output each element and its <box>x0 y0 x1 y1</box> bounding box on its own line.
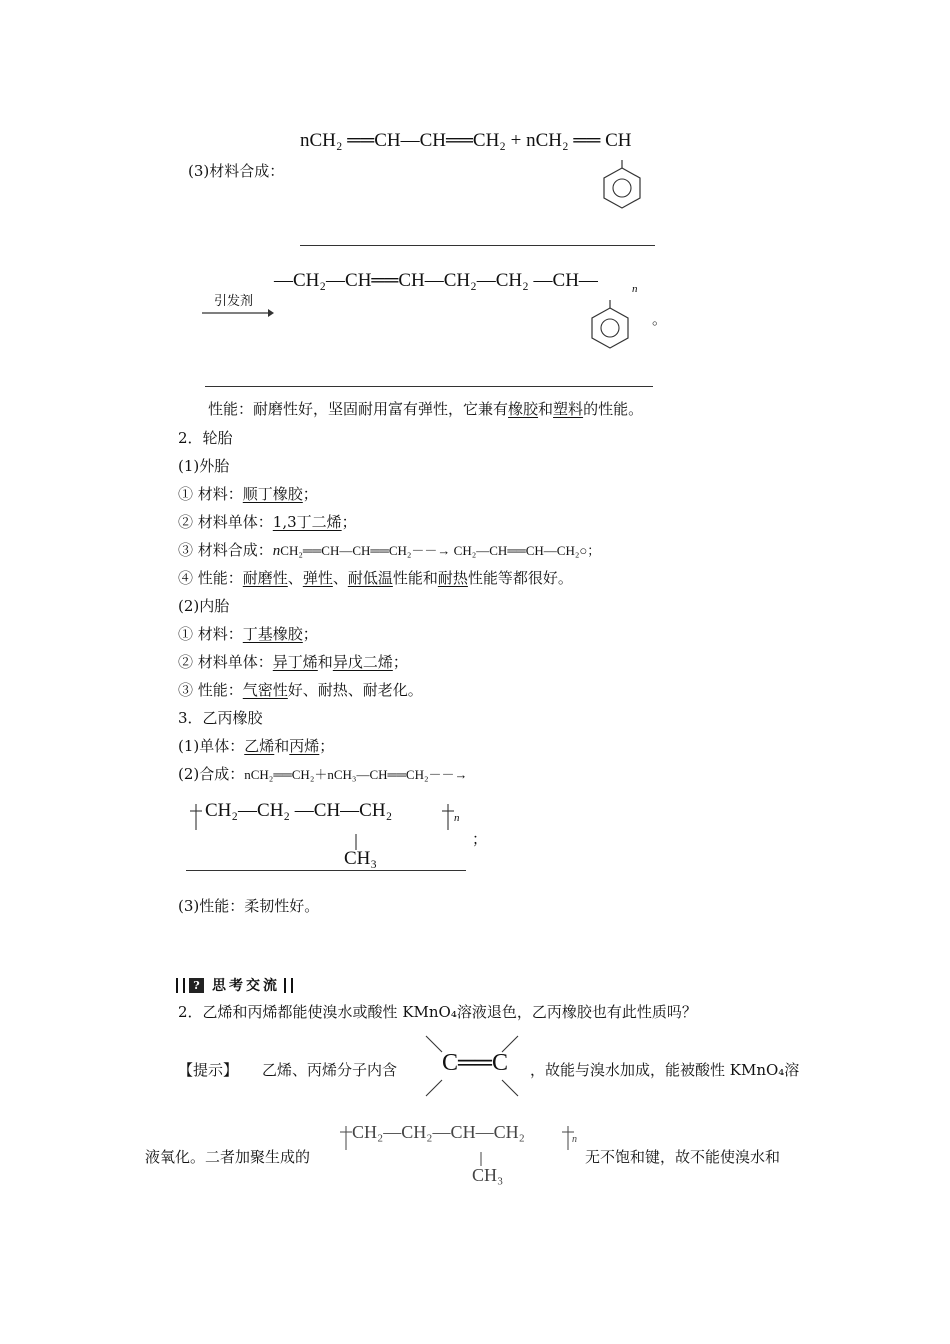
label: ② 材料单体： <box>178 653 273 671</box>
text: 和 <box>274 737 290 755</box>
inner-property <box>178 679 423 700</box>
hint-line2: 液氧化。二者加聚生成的 <box>145 1148 311 1166</box>
property-rubber: 橡胶 <box>508 400 539 418</box>
epr-polymer-methyl-2: CH₃ <box>472 1165 504 1185</box>
answer: 耐低温 <box>347 569 393 587</box>
tire-title: 2．轮胎 <box>178 429 233 447</box>
think-question: 2．乙烯和丙烯都能使溴水或酸性 KMnO₄溶液退色，乙丙橡胶也有此性质吗？ <box>178 1003 697 1021</box>
property-text: 性能：耐磨性好，坚固耐用富有弹性，它兼有 <box>208 400 509 418</box>
equation: CH₂══CH—CH══CH₂－－→ CH₂—CH══CH—CH₂○； <box>280 543 601 558</box>
benzene-ring-icon <box>596 160 652 216</box>
punct: ； <box>392 653 408 671</box>
inner-monomer <box>178 651 408 672</box>
label: ① 材料： <box>178 485 243 503</box>
think-heading-label: 思考交流 <box>212 978 280 994</box>
outer-property <box>178 567 573 588</box>
label: ④ 性能： <box>178 569 243 587</box>
hint-text: 乙烯、丙烯分子内含 <box>262 1061 398 1079</box>
epr-polymer-methyl: CH₃ <box>344 848 378 869</box>
epr-property: (3)性能：柔韧性好。 <box>178 897 320 915</box>
answer: 顺丁橡胶 <box>242 485 303 503</box>
punct: ； <box>319 737 335 755</box>
answer: 异戊二烯 <box>332 653 393 671</box>
outer-synthesis <box>178 539 600 560</box>
punct: ； <box>341 513 357 531</box>
hint-label: 【提示】 <box>178 1061 239 1079</box>
text: 性能等都很好。 <box>467 569 573 587</box>
polymer-n: n <box>572 1134 577 1145</box>
label: ② 材料单体： <box>178 513 273 531</box>
polymer-n: n <box>454 812 460 824</box>
inner-tire-heading: (2)内胎 <box>178 597 230 615</box>
property-end: 的性能。 <box>583 400 644 418</box>
cc-double-bond: C══C <box>442 1050 509 1076</box>
question-icon: ? <box>189 978 204 993</box>
initiator-label: 引发剂 <box>214 294 254 309</box>
benzene-ring-icon <box>584 300 640 356</box>
outer-material <box>178 483 318 504</box>
answer: 丙烯 <box>289 737 320 755</box>
hint-line2-cont: 无不饱和键，故不能使溴水和 <box>585 1148 781 1166</box>
label: (2)合成： <box>178 765 245 783</box>
epr-monomer <box>178 735 334 756</box>
property-plastic: 塑料 <box>553 400 584 418</box>
property-and: 和 <box>538 400 554 418</box>
punct: 、 <box>332 569 348 587</box>
think-heading <box>176 975 293 995</box>
epr-synthesis <box>178 763 468 784</box>
epr-title: 3．乙丙橡胶 <box>178 709 263 727</box>
reaction-arrow-icon <box>202 308 274 318</box>
heading-bar <box>183 978 185 993</box>
answer: 乙烯 <box>244 737 275 755</box>
label: ③ 材料合成： <box>178 541 273 559</box>
heading-bar <box>176 978 178 993</box>
answer: 耐磨性 <box>242 569 288 587</box>
outer-tire-heading: (1)外胎 <box>178 457 230 475</box>
semicolon: ； <box>472 830 488 848</box>
outer-monomer <box>178 511 357 532</box>
answer: 1,3丁二烯 <box>272 513 342 531</box>
text: 好、耐热、耐老化。 <box>287 681 423 699</box>
heading-bar <box>291 978 293 993</box>
divider-line <box>205 386 653 387</box>
epr-polymer-main-2: CH₂—CH₂—CH—CH₂ <box>352 1122 525 1142</box>
text: 和 <box>317 653 333 671</box>
punct: ； <box>302 485 318 503</box>
answer: 丁基橡胶 <box>242 625 303 643</box>
n-coefficient: n <box>272 543 281 559</box>
reactants-equation: nCH₂ ══CH—CH══CH₂ + nCH₂ ══ CH <box>300 130 632 151</box>
divider-line <box>186 870 466 871</box>
answer: 气密性 <box>242 681 288 699</box>
label: ① 材料： <box>178 625 243 643</box>
text: 性能和 <box>392 569 438 587</box>
section3-label: (3)材料合成： <box>188 162 285 180</box>
period: 。 <box>652 310 668 328</box>
label: (1)单体： <box>178 737 245 755</box>
product-chain: —CH₂—CH══CH—CH₂—CH₂ —CH— <box>274 270 598 291</box>
divider-line <box>300 245 655 246</box>
punct: ； <box>302 625 318 643</box>
punct: 、 <box>287 569 303 587</box>
answer: 弹性 <box>302 569 333 587</box>
answer: 耐热 <box>437 569 468 587</box>
answer: 异丁烯 <box>272 653 318 671</box>
inner-material <box>178 623 318 644</box>
equation: nCH₂══CH₂＋nCH₃—CH══CH₂－－→ <box>244 767 468 782</box>
hint-text-cont: ，故能与溴水加成，能被酸性 KMnO₄溶 <box>530 1061 800 1079</box>
label: ③ 性能： <box>178 681 243 699</box>
heading-bar <box>284 978 286 993</box>
property-line <box>208 398 643 419</box>
epr-polymer-main: CH₂—CH₂ —CH—CH₂ <box>205 800 393 821</box>
polymer-n: n <box>632 283 638 295</box>
